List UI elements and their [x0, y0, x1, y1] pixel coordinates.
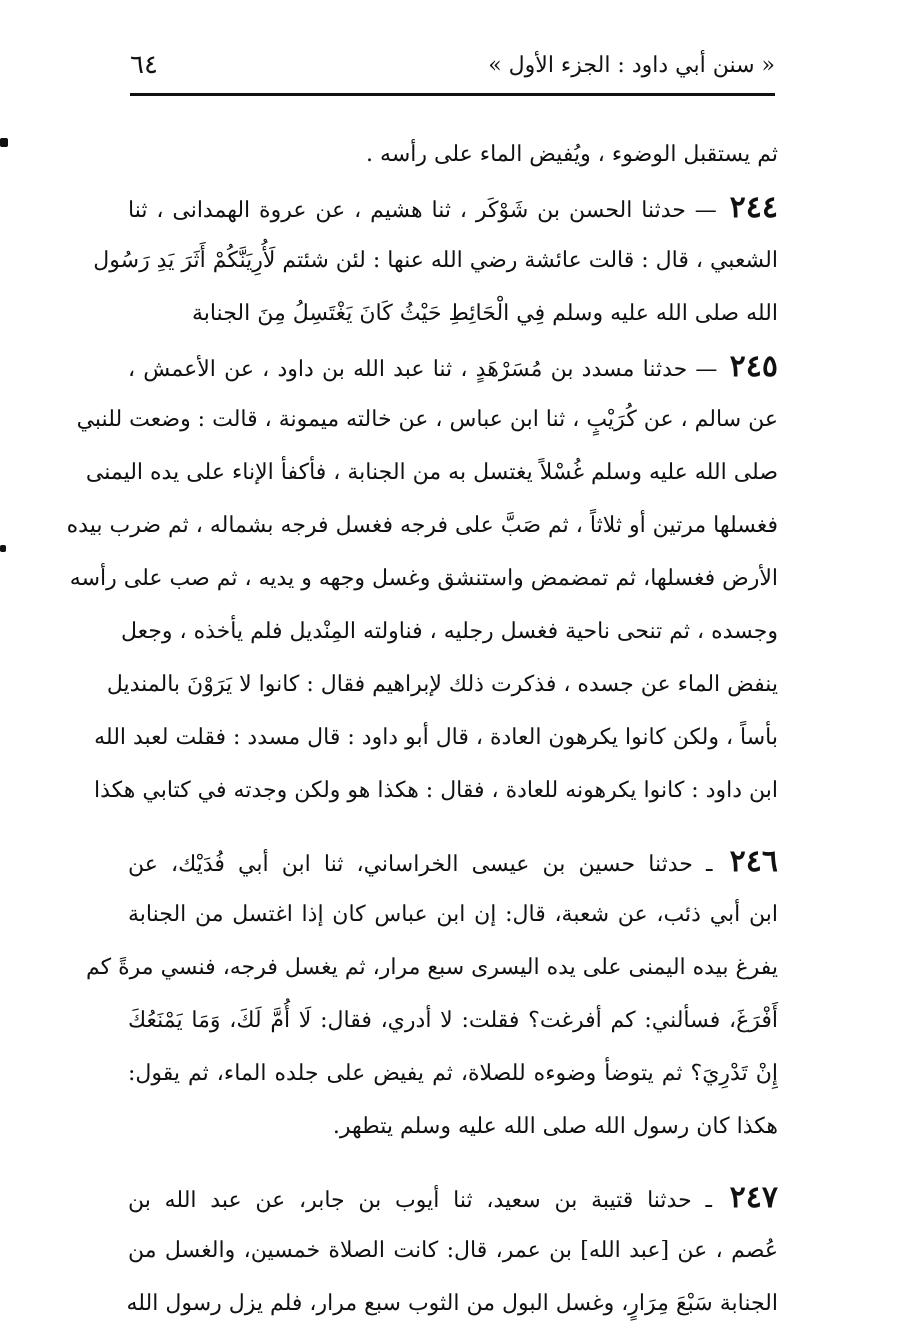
- hadith-number: ٢٤٧: [729, 1180, 778, 1215]
- scan-margin-mark: [0, 545, 6, 552]
- hadith-line: أَفْرَغَ، فسألني: كم أفرغت؟ فقلت: لا أدري، فقال: لَا أُمَّ لَكَ، وَمَا يَمْنَعُكَ: [128, 1008, 778, 1033]
- paragraph-gap: [128, 817, 778, 835]
- page-header: [130, 42, 775, 88]
- hadith-line: [128, 1171, 778, 1224]
- hadith-line: إِنْ تَدْرِيَ؟ ثم يتوضأ وضوءه للصلاة، ثم يفيض على جلده الماء، ثم يقول:: [128, 1061, 778, 1086]
- hadith-line: فغسلها مرتين أو ثلاثاً ، ثم صَبَّ على فرجه فغسل فرجه بشماله ، ثم ضرب بيده: [66, 513, 778, 538]
- paragraph-gap: [128, 1153, 778, 1171]
- hadith-line: ابن أبي ذئب، عن شعبة، قال: إن ابن عباس كان إذا اغتسل من الجنابة: [128, 902, 778, 927]
- scan-margin-mark: [0, 138, 8, 147]
- running-title: « سنن أبي داود : الجزء الأول »: [488, 52, 775, 78]
- hadith-line: ابن داود : كانوا يكرهونه للعادة ، فقال : هكذا هو ولكن وجدته في كتابي هكذا: [94, 778, 778, 803]
- hadith-text: ـ حدثنا حسين بن عيسى الخراساني، ثنا ابن أبي فُدَيْك، عن: [128, 852, 713, 877]
- hadith-text: ـ حدثنا قتيبة بن سعيد، ثنا أيوب بن جابر، عن عبد الله بن: [128, 1188, 712, 1213]
- hadith-line: الجنابة سَبْعَ مِرَارٍ، وغسل البول من الثوب سبع مرار، فلم يزل رسول الله: [126, 1291, 778, 1316]
- header-rule: [130, 93, 775, 96]
- hadith-line: الله صلى الله عليه وسلم فِي الْحَائِطِ حَيْثُ كَانَ يَغْتَسِلُ مِنَ الجنابة: [191, 301, 778, 326]
- hadith-number: ٢٤٦: [729, 844, 778, 879]
- hadith-number: ٢٤٥: [729, 349, 778, 384]
- page-number: ٦٤: [130, 50, 158, 80]
- hadith-line: الأرض فغسلها، ثم تمضمض واستنشق وغسل وجهه و يديه ، ثم صب على رأسه: [69, 566, 778, 591]
- hadith-line: الشعبي ، قال : قالت عائشة رضي الله عنها : لئن شئتم لَأُرِيَنَّكُمْ أَثَرَ يَدِ رَسُول: [93, 248, 778, 273]
- hadith-line: يفرغ بيده اليمنى على يده اليسرى سبع مرار، ثم يغسل فرجه، فنسي مرةً كم: [86, 955, 778, 980]
- hadith-line: [128, 340, 778, 393]
- hadith-line: ينفض الماء عن جسده ، فذكرت ذلك لإبراهيم فقال : كانوا لا يَرَوْنَ بالمنديل: [106, 672, 778, 697]
- hadith-line: عن سالم ، عن كُرَيْبٍ ، ثنا ابن عباس ، عن خالته ميمونة ، قالت : وضعت للنبي: [76, 407, 778, 432]
- hadith-line: بأساً ، ولكن كانوا يكرهون العادة ، قال أبو داود : قال مسدد : فقلت لعبد الله: [94, 725, 778, 750]
- hadith-line: وجسده ، ثم تنحى ناحية فغسل رجليه ، فناولته المِنْديل فلم يأخذه ، وجعل: [121, 619, 778, 644]
- hadith-line: [128, 181, 778, 234]
- hadith-number: ٢٤٤: [729, 190, 778, 225]
- page-body: [66, 128, 778, 1316]
- hadith-line: صلى الله عليه وسلم غُسْلاً يغتسل به من الجنابة ، فأكفأ الإناء على يده اليمنى: [85, 460, 778, 485]
- hadith-line: [128, 835, 778, 888]
- continuation-line: ثم يستقبل الوضوء ، ويُفيض الماء على رأسه .: [366, 142, 778, 167]
- hadith-text: — حدثنا مسدد بن مُسَرْهَدٍ ، ثنا عبد الله بن داود ، عن الأعمش ،: [128, 357, 718, 382]
- hadith-line: هكذا كان رسول الله صلى الله عليه وسلم يتطهر.: [332, 1114, 778, 1139]
- hadith-line: عُصم ، عن [عبد الله] بن عمر، قال: كانت الصلاة خمسين، والغسل من: [128, 1238, 778, 1263]
- hadith-text: — حدثنا الحسن بن شَوْكَر ، ثنا هشيم ، عن عروة الهمدانى ، ثنا: [128, 198, 717, 223]
